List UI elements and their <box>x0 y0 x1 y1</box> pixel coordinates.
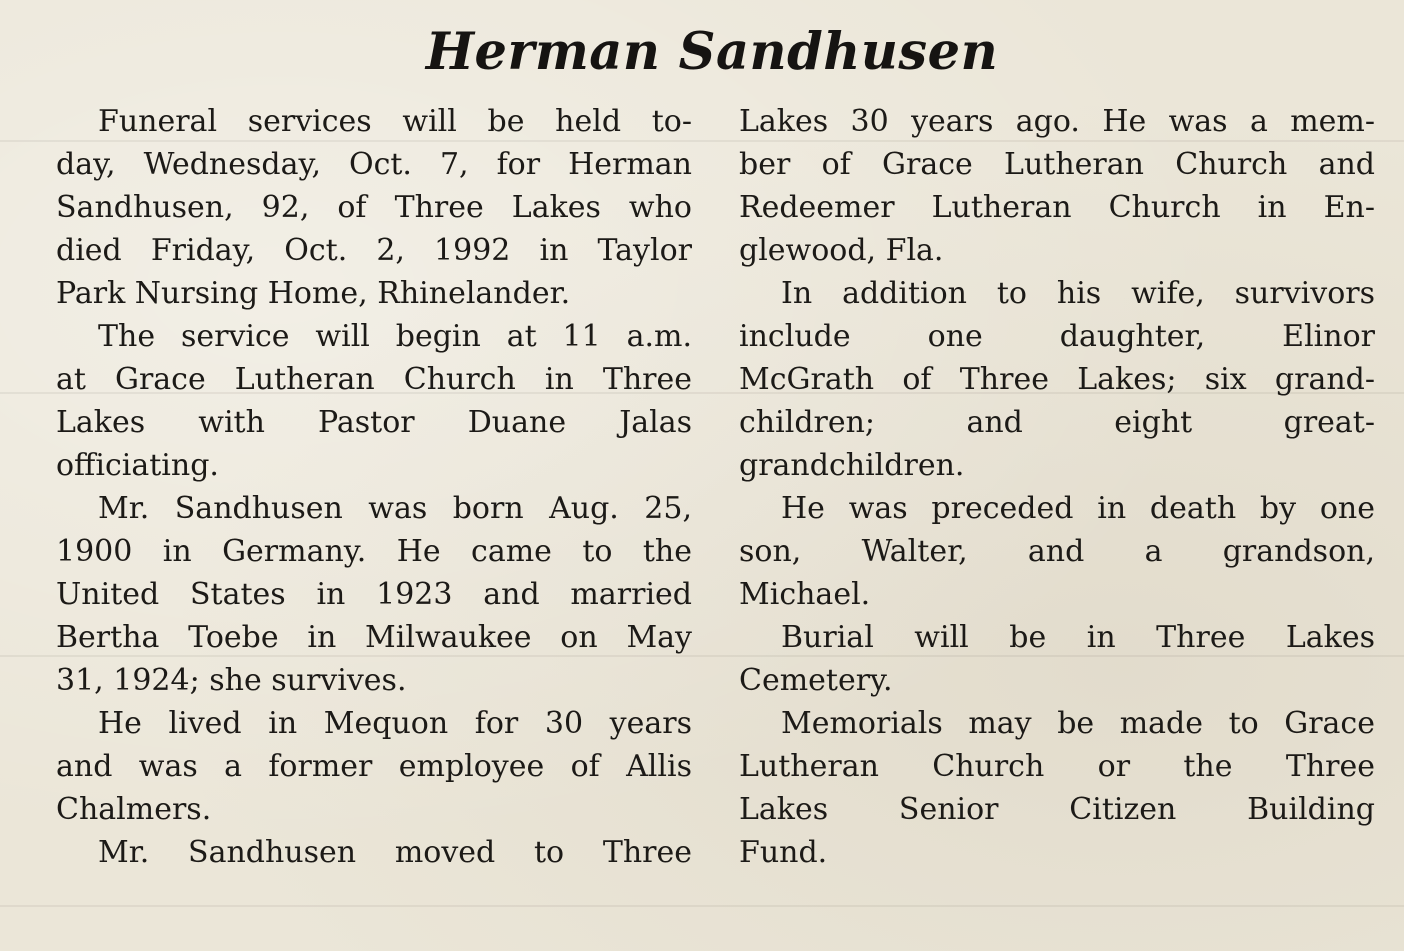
article-text-line: include one daughter, Elinor <box>739 319 1375 354</box>
article-text-line: Park Nursing Home, Rhinelander. <box>56 276 571 311</box>
article-text-line: 1900 in Germany. He came to the <box>56 534 692 569</box>
article-text-line: Mr. Sandhusen was born Aug. 25, <box>98 491 692 526</box>
article-text-line: Sandhusen, 92, of Three Lakes who <box>56 190 692 225</box>
obituary-headline: Herman Sandhusen <box>425 22 999 82</box>
article-text-line: at Grace Lutheran Church in Three <box>56 362 692 397</box>
article-text-line: Memorials may be made to Grace <box>781 706 1375 741</box>
article-text-line: Lakes Senior Citizen Building <box>739 792 1375 827</box>
article-column-left <box>56 100 692 874</box>
article-text-line: United States in 1923 and married <box>56 577 692 612</box>
article-text-line: McGrath of Three Lakes; six grand- <box>739 362 1375 397</box>
article-text-line: Chalmers. <box>56 792 212 827</box>
article-text-line: He was preceded in death by one <box>781 491 1375 526</box>
article-text-line: He lived in Mequon for 30 years <box>98 706 692 741</box>
article-text-line: Lakes 30 years ago. He was a mem- <box>739 104 1375 139</box>
article-text-line: 31, 1924; she survives. <box>56 663 407 698</box>
article-text-line: ber of Grace Lutheran Church and <box>739 147 1375 182</box>
article-text-line: The service will begin at 11 a.m. <box>98 319 692 354</box>
article-text-line: Mr. Sandhusen moved to Three <box>98 835 692 870</box>
article-column-right <box>739 100 1375 874</box>
article-text-line: In addition to his wife, survivors <box>781 276 1375 311</box>
article-text-line: officiating. <box>56 448 219 483</box>
article-text-line: Lutheran Church or the Three <box>739 749 1375 784</box>
article-text-line: Redeemer Lutheran Church in En- <box>739 190 1375 225</box>
article-text-line: Fund. <box>739 835 828 870</box>
article-text-line: and was a former employee of Allis <box>56 749 692 784</box>
article-text-line: glewood, Fla. <box>739 233 944 268</box>
article-text-line: Bertha Toebe in Milwaukee on May <box>56 620 692 655</box>
article-text-line: died Friday, Oct. 2, 1992 in Taylor <box>56 233 692 268</box>
bleed-through-line <box>0 905 1404 907</box>
article-text-line: Burial will be in Three Lakes <box>781 620 1375 655</box>
article-text-line: children; and eight great- <box>739 405 1375 440</box>
article-text-line: son, Walter, and a grandson, <box>739 534 1375 569</box>
article-text-line: Funeral services will be held to- <box>98 104 692 139</box>
article-text-line: day, Wednesday, Oct. 7, for Herman <box>56 147 692 182</box>
article-text-line: grandchildren. <box>739 448 965 483</box>
article-text-line: Lakes with Pastor Duane Jalas <box>56 405 692 440</box>
article-text-line: Cemetery. <box>739 663 893 698</box>
article-text-line: Michael. <box>739 577 871 612</box>
